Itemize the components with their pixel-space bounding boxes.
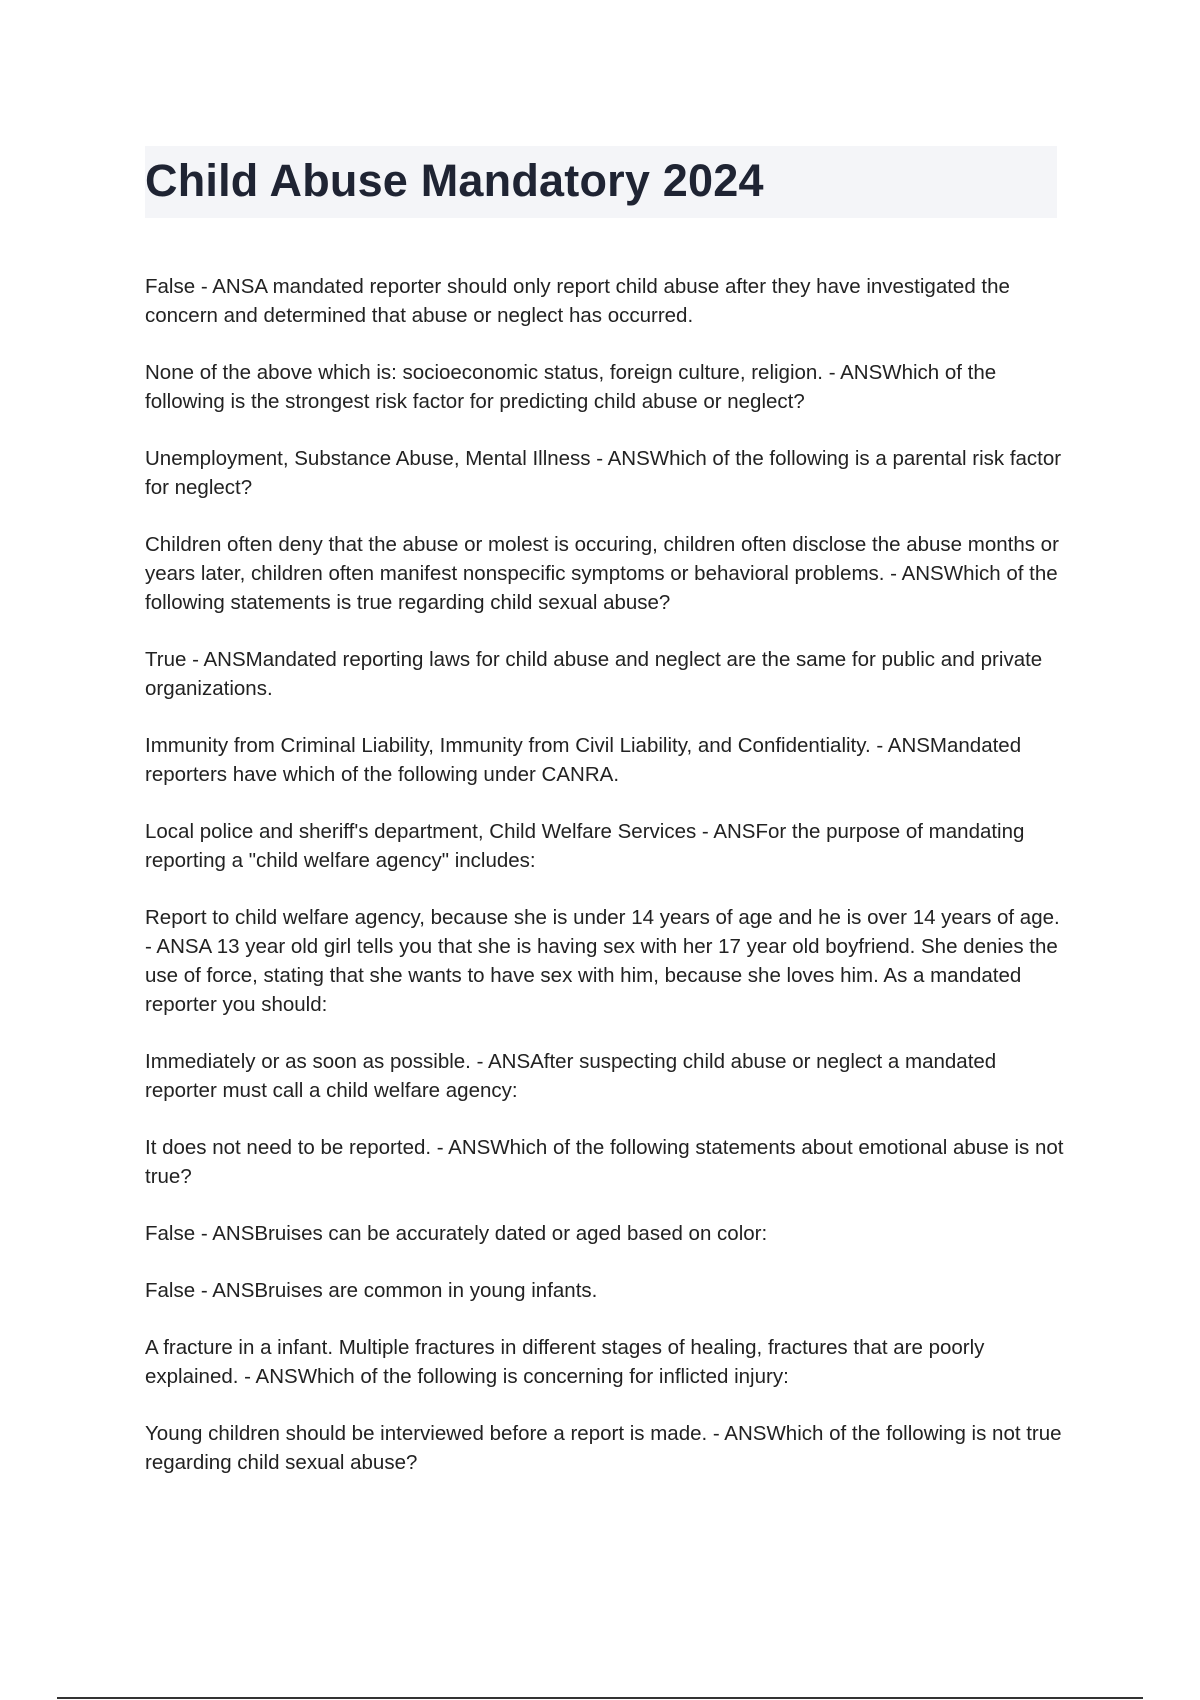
- qa-paragraph: False - ANSBruises are common in young infants.: [145, 1279, 598, 1302]
- qa-paragraph: Children often deny that the abuse or molest is occuring, children often disclose the abuse months or years later, children often manifest nonspecific symptoms or behavioral problems. - ANSWhich of the following statements is true regarding child sexual abuse?: [145, 533, 1059, 614]
- qa-paragraph: False - ANSBruises can be accurately dated or aged based on color:: [145, 1222, 768, 1245]
- qa-paragraph: False - ANSA mandated reporter should only report child abuse after they have investigated the concern and determined that abuse or neglect has occurred.: [145, 275, 1010, 327]
- qa-paragraph: Unemployment, Substance Abuse, Mental Illness - ANSWhich of the following is a parental risk factor for neglect?: [145, 447, 1062, 499]
- qa-list: [145, 272, 1065, 1505]
- document-title: Child Abuse Mandatory 2024: [145, 155, 764, 206]
- qa-paragraph: Immunity from Criminal Liability, Immunity from Civil Liability, and Confidentiality. - ANSMandated reporters have which of the following under CANRA.: [145, 734, 1022, 786]
- qa-paragraph: Report to child welfare agency, because she is under 14 years of age and he is over 14 years of age. - ANSA 13 year old girl tells you that she is having sex with her 17 year old boyfriend. She denies the use of force, stating that she wants to have sex with him, because she loves him. As a mandated reporter you should:: [145, 906, 1060, 1016]
- footer-divider: [57, 1697, 1143, 1699]
- qa-paragraph: True - ANSMandated reporting laws for child abuse and neglect are the same for public and private organizations.: [145, 648, 1043, 700]
- qa-paragraph: Immediately or as soon as possible. - ANSAfter suspecting child abuse or neglect a mandated reporter must call a child welfare agency:: [145, 1050, 997, 1102]
- title-banner: [145, 146, 1057, 218]
- qa-paragraph: Local police and sheriff's department, Child Welfare Services - ANSFor the purpose of mandating reporting a "child welfare agency" includes:: [145, 820, 1025, 872]
- qa-paragraph: Young children should be interviewed before a report is made. - ANSWhich of the following is not true regarding child sexual abuse?: [145, 1422, 1062, 1474]
- qa-paragraph: None of the above which is: socioeconomic status, foreign culture, religion. - ANSWhich of the following is the strongest risk factor for predicting child abuse or neglect?: [145, 361, 997, 413]
- qa-paragraph: A fracture in a infant. Multiple fractures in different stages of healing, fractures that are poorly explained. - ANSWhich of the following is concerning for inflicted injury:: [145, 1336, 985, 1388]
- qa-paragraph: It does not need to be reported. - ANSWhich of the following statements about emotional abuse is not true?: [145, 1136, 1064, 1188]
